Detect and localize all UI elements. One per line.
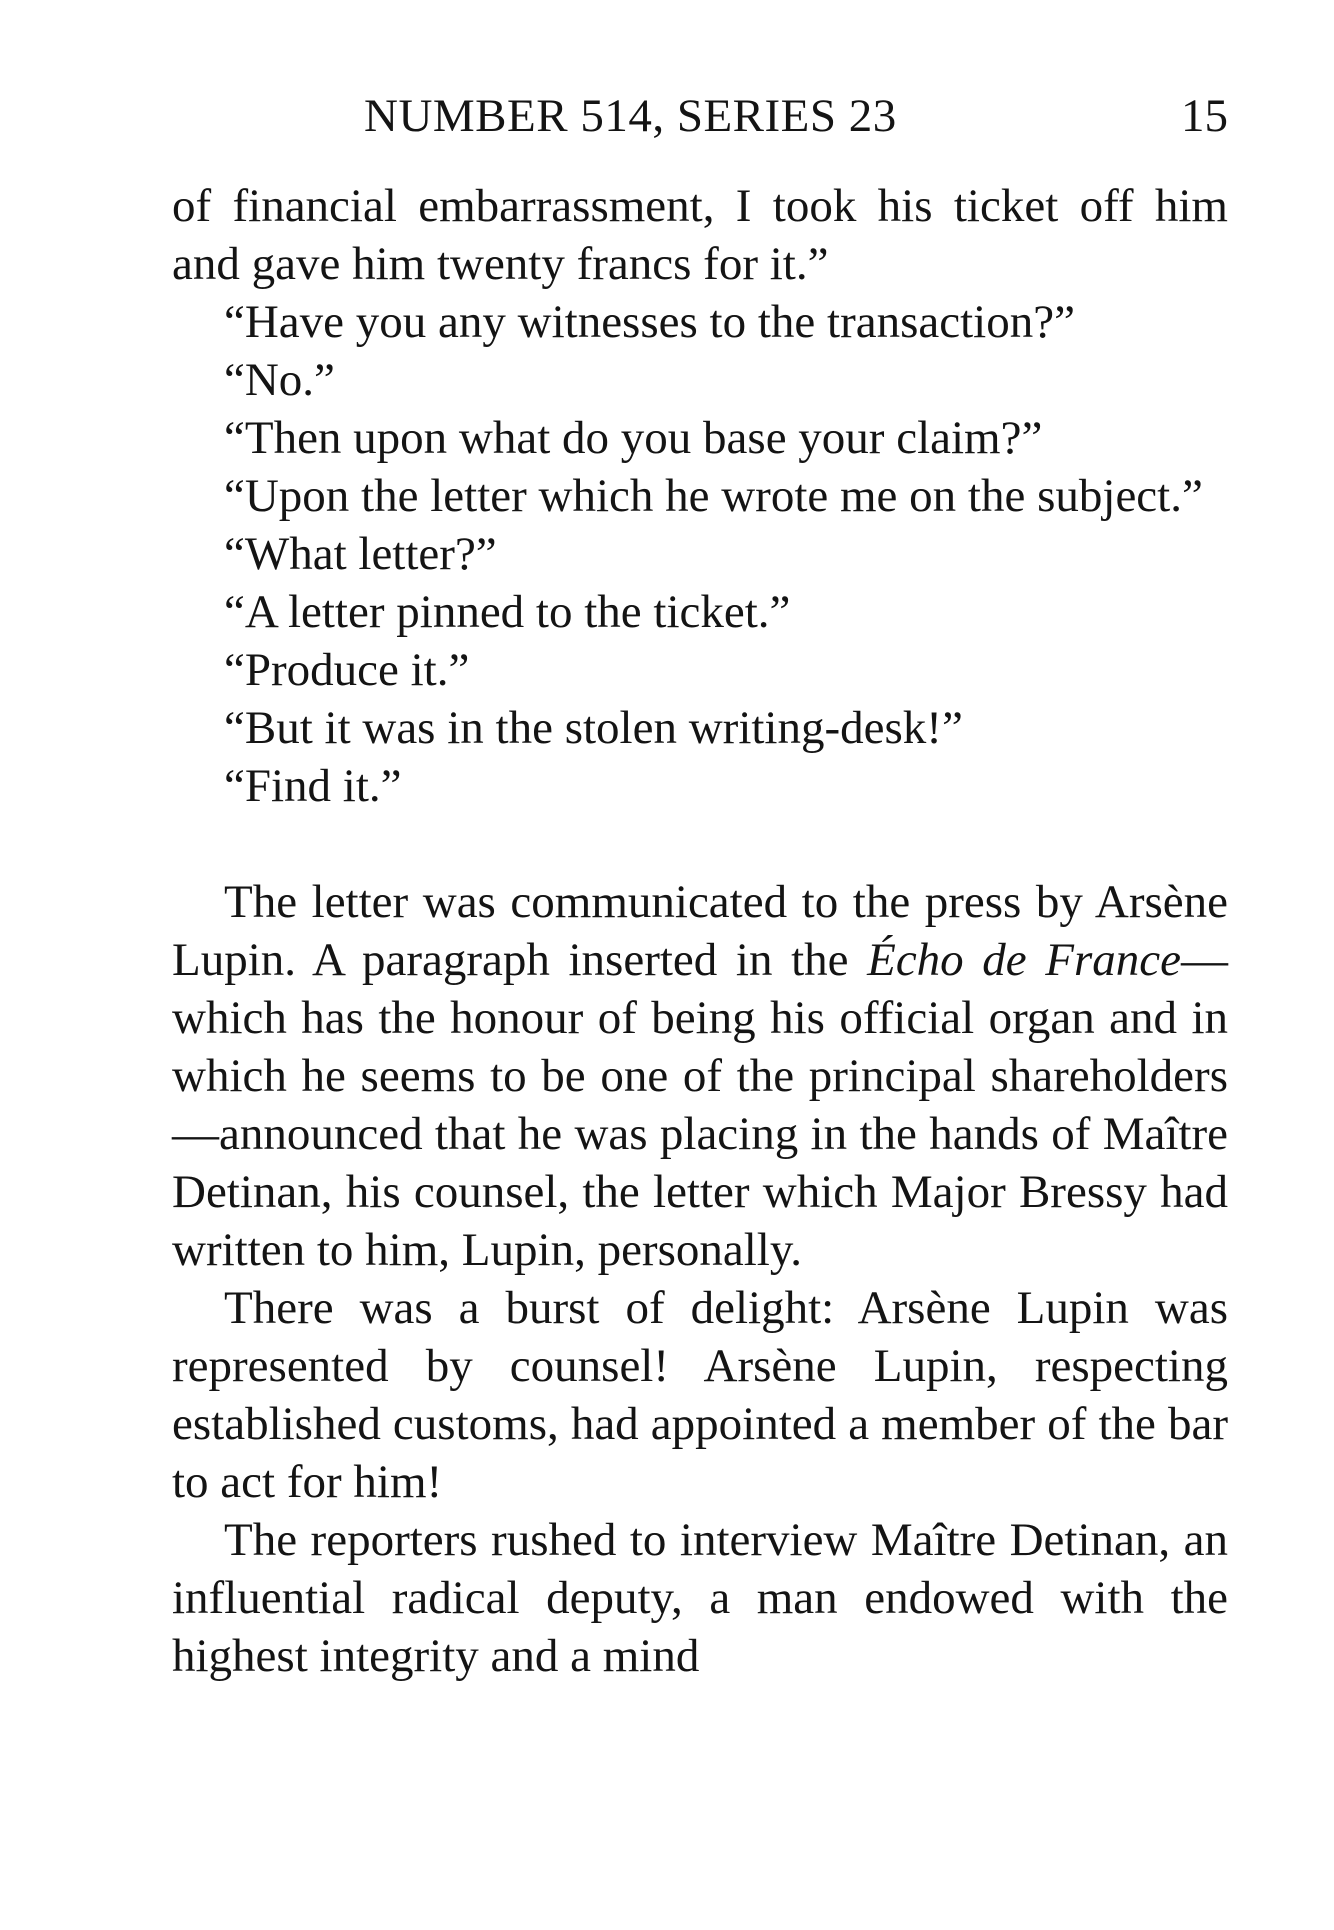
- narrative-paragraph: [172, 873, 1228, 1279]
- newspaper-title: Écho de France: [867, 934, 1181, 986]
- dialogue-paragraph: “Find it.”: [224, 760, 402, 812]
- running-header: [172, 86, 1228, 146]
- dialogue-paragraph: “Produce it.”: [224, 644, 470, 696]
- dialogue-paragraph: “Upon the letter which he wrote me on the subject.”: [224, 470, 1203, 522]
- dialogue-paragraph: “Then upon what do you base your claim?”: [224, 412, 1043, 464]
- page-number: 15: [1181, 90, 1228, 142]
- running-title: NUMBER 514, SERIES 23: [364, 90, 897, 142]
- narrative-paragraph: There was a burst of delight: Arsène Lupin was represented by counsel! Arsène Lupin, respecting established customs, had appointed a member of the bar to act for him!: [172, 1282, 1228, 1508]
- dialogue-paragraph: “What letter?”: [224, 528, 497, 580]
- dialogue-paragraph: of financial embarrassment, I took his ticket off him and gave him twenty francs for it.”: [172, 180, 1228, 290]
- narrative-text: —which has the honour of being his official organ and in which he seems to be one of the principal shareholders—announced that he was placing in the hands of Maître Detinan, his counsel, the letter which Major Bressy had written to him, Lupin, personally.: [172, 934, 1228, 1276]
- dialogue-paragraph: “But it was in the stolen writing-desk!”: [224, 702, 963, 754]
- narrative-paragraph: The reporters rushed to interview Maître Detinan, an influential radical deputy, a man endowed with the highest integrity and a mind: [172, 1514, 1228, 1682]
- section-break: [172, 815, 1228, 873]
- dialogue-paragraph: “No.”: [224, 354, 335, 406]
- narrative-text: The letter was communicated to the press by Arsène Lupin. A paragraph inserted in the: [172, 876, 1228, 986]
- dialogue-paragraph: “A letter pinned to the ticket.”: [224, 586, 791, 638]
- body-text: [172, 177, 1228, 1685]
- dialogue-paragraph: “Have you any witnesses to the transaction?”: [224, 296, 1075, 348]
